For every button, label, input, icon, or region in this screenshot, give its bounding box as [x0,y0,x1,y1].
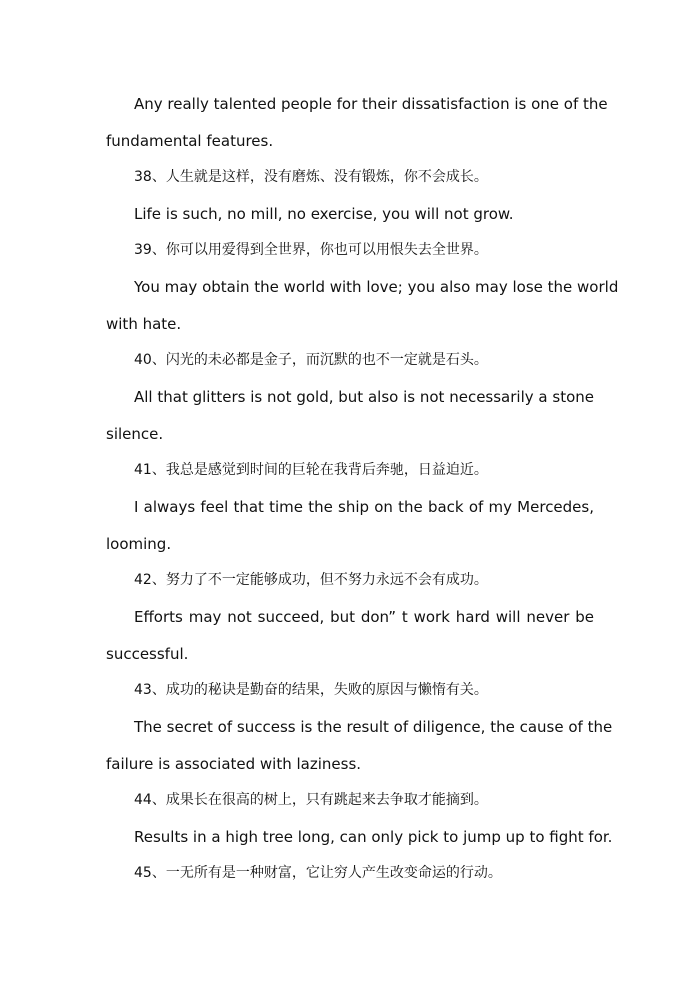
text-line-english: Results in a high tree long, can only pick to jump up to fight for. [134,828,613,846]
text-line-english: silence. [106,425,164,443]
text-line-english: Any really talented people for their dissatisfaction is one of the [134,95,608,113]
text-line-english: looming. [106,535,172,553]
text-line-chinese: 44、成果长在很高的树上，只有跳起来去争取才能摘到。 [134,792,488,808]
text-line-english: fundamental features. [106,132,274,150]
text-line-chinese: 42、努力了不一定能够成功，但不努力永远不会有成功。 [134,572,488,588]
text-line-english: Efforts may not succeed, but don” t work hard will never be [134,608,594,626]
text-line-chinese: 40、闪光的未必都是金子，而沉默的也不一定就是石头。 [134,352,488,368]
text-line-english: I always feel that time the ship on the back of my Mercedes, [134,498,594,516]
text-line-english: failure is associated with laziness. [106,755,362,773]
text-line-english: with hate. [106,315,182,333]
text-line-chinese: 41、我总是感觉到时间的巨轮在我背后奔驰，日益迫近。 [134,462,488,478]
text-line-chinese: 39、你可以用爱得到全世界，你也可以用恨失去全世界。 [134,242,488,258]
text-line-english: Life is such, no mill, no exercise, you will not grow. [134,205,514,223]
text-line-english: You may obtain the world with love; you also may lose the world [134,278,619,296]
text-line-english: All that glitters is not gold, but also is not necessarily a stone [134,388,594,406]
text-line-english: The secret of success is the result of diligence, the cause of the [134,718,613,736]
text-line-chinese: 45、一无所有是一种财富，它让穷人产生改变命运的行动。 [134,865,502,881]
text-line-chinese: 38、人生就是这样，没有磨炼、没有锻炼，你不会成长。 [134,169,488,185]
text-line-chinese: 43、成功的秘诀是勤奋的结果，失败的原因与懒惰有关。 [134,682,488,698]
text-line-english: successful. [106,645,189,663]
